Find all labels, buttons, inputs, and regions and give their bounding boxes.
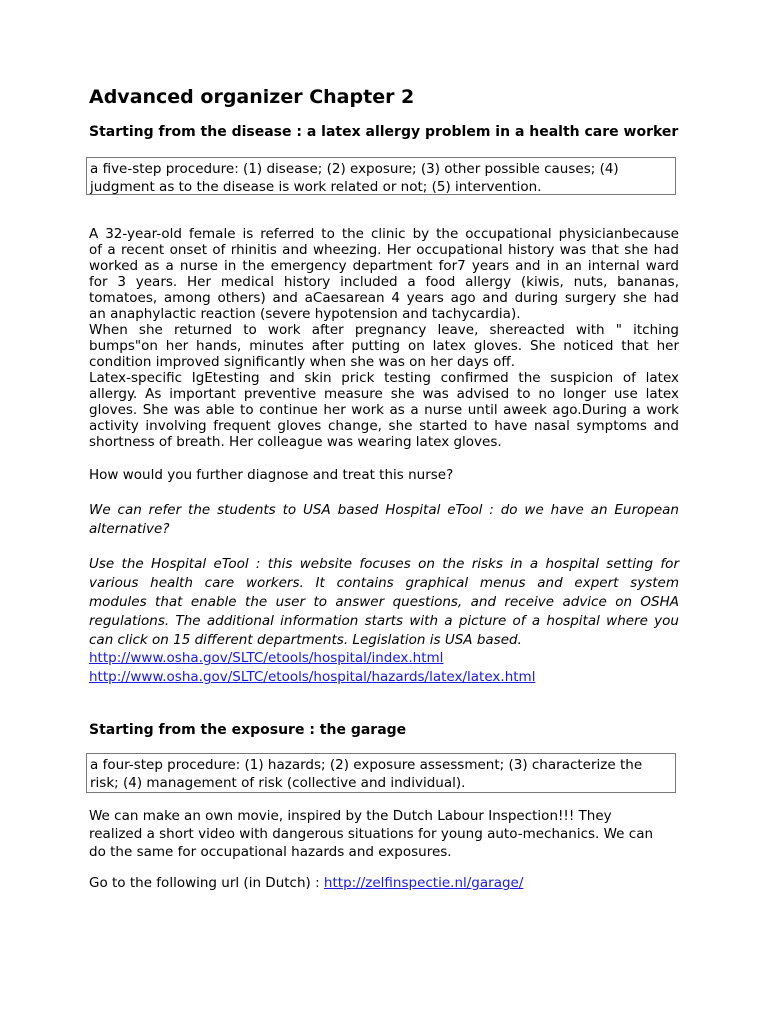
osha-latex-link[interactable]: http://www.osha.gov/SLTC/etools/hospital/hazards/latex/latex.html: [89, 669, 536, 685]
movie-line: do the same for occupational hazards and exposures.: [89, 844, 452, 860]
case-line: tomatoes, among others) and aCaesarean 4 years ago and during surgery she had: [89, 290, 679, 306]
case-line: for 3 years. Her medical history included a food allergy (kiwis, nuts, bananas,: [89, 274, 679, 290]
case-line: shortness of breath. Her colleague was wearing latex gloves.: [89, 434, 502, 450]
etool-line: can click on 15 different departments. Legislation is USA based.: [89, 632, 522, 648]
case-line: worked as a nurse in the emergency department for7 years and in an internal ward: [89, 258, 679, 274]
case-line: A 32-year-old female is referred to the clinic by the occupational physicianbecause: [89, 226, 679, 242]
movie-line: realized a short video with dangerous situations for young auto-mechanics. We can: [89, 826, 654, 842]
case-line: Latex-specific IgEtesting and skin prick testing confirmed the suspicion of latex: [89, 370, 679, 386]
case-line: When she returned to work after pregnancy leave, shereacted with " itching: [89, 322, 679, 338]
case-line: of a recent onset of rhinitis and wheezing. Her occupational history was that she had: [89, 242, 679, 258]
etool-description: [89, 555, 679, 650]
procedure-box-disease: a five-step procedure: (1) disease; (2) exposure; (3) other possible causes; (4) judgment as to the disease is work related or not; (5) intervention.: [86, 157, 676, 195]
goto-paragraph: [89, 875, 679, 891]
movie-text: [89, 807, 679, 861]
case-line: allergy. As important preventive measure she was advised to no longer use latex: [89, 386, 679, 402]
osha-hospital-link[interactable]: http://www.osha.gov/SLTC/etools/hospital/index.html: [89, 650, 444, 666]
movie-line: We can make an own movie, inspired by the Dutch Labour Inspection!!! They: [89, 808, 612, 824]
question-text: How would you further diagnose and treat this nurse?: [89, 467, 454, 483]
section-heading-exposure: Starting from the exposure : the garage: [89, 722, 407, 738]
procedure-box-exposure: a four-step procedure: (1) hazards; (2) exposure assessment; (3) characterize the risk; (4) management of risk (collective and individual).: [86, 753, 676, 793]
etool-line: modules that enable the user to answer questions, and receive advice on OSHA: [89, 594, 679, 610]
etool-line: regulations. The additional information starts with a picture of a hospital where you: [89, 613, 679, 629]
case-line: condition improved significantly when she was on her days off.: [89, 354, 515, 370]
refer-line: alternative?: [89, 521, 170, 537]
case-description: [89, 226, 679, 450]
refer-line: We can refer the students to USA based Hospital eTool : do we have an European: [89, 502, 679, 518]
section-heading-disease: Starting from the disease : a latex allergy problem in a health care worker: [89, 124, 679, 140]
links-block: [89, 649, 679, 687]
case-line: gloves. She was able to continue her work as a nurse until aweek ago.During a work: [89, 402, 679, 418]
refer-text: [89, 501, 679, 539]
case-line: an anaphylactic reaction (severe hypotension and tachycardia).: [89, 306, 521, 322]
goto-text: Go to the following url (in Dutch) :: [89, 875, 324, 891]
case-line: activity involving frequent gloves change, she started to have nasal symptoms and: [89, 418, 679, 434]
page-title: Advanced organizer Chapter 2: [89, 86, 415, 108]
case-line: bumps"on her hands, minutes after putting on latex gloves. She noticed that her: [89, 338, 679, 354]
etool-line: Use the Hospital eTool : this website focuses on the risks in a hospital setting for: [89, 556, 679, 572]
etool-line: various health care workers. It contains graphical menus and expert system: [89, 575, 679, 591]
zelfinspectie-link[interactable]: http://zelfinspectie.nl/garage/: [323, 875, 524, 891]
